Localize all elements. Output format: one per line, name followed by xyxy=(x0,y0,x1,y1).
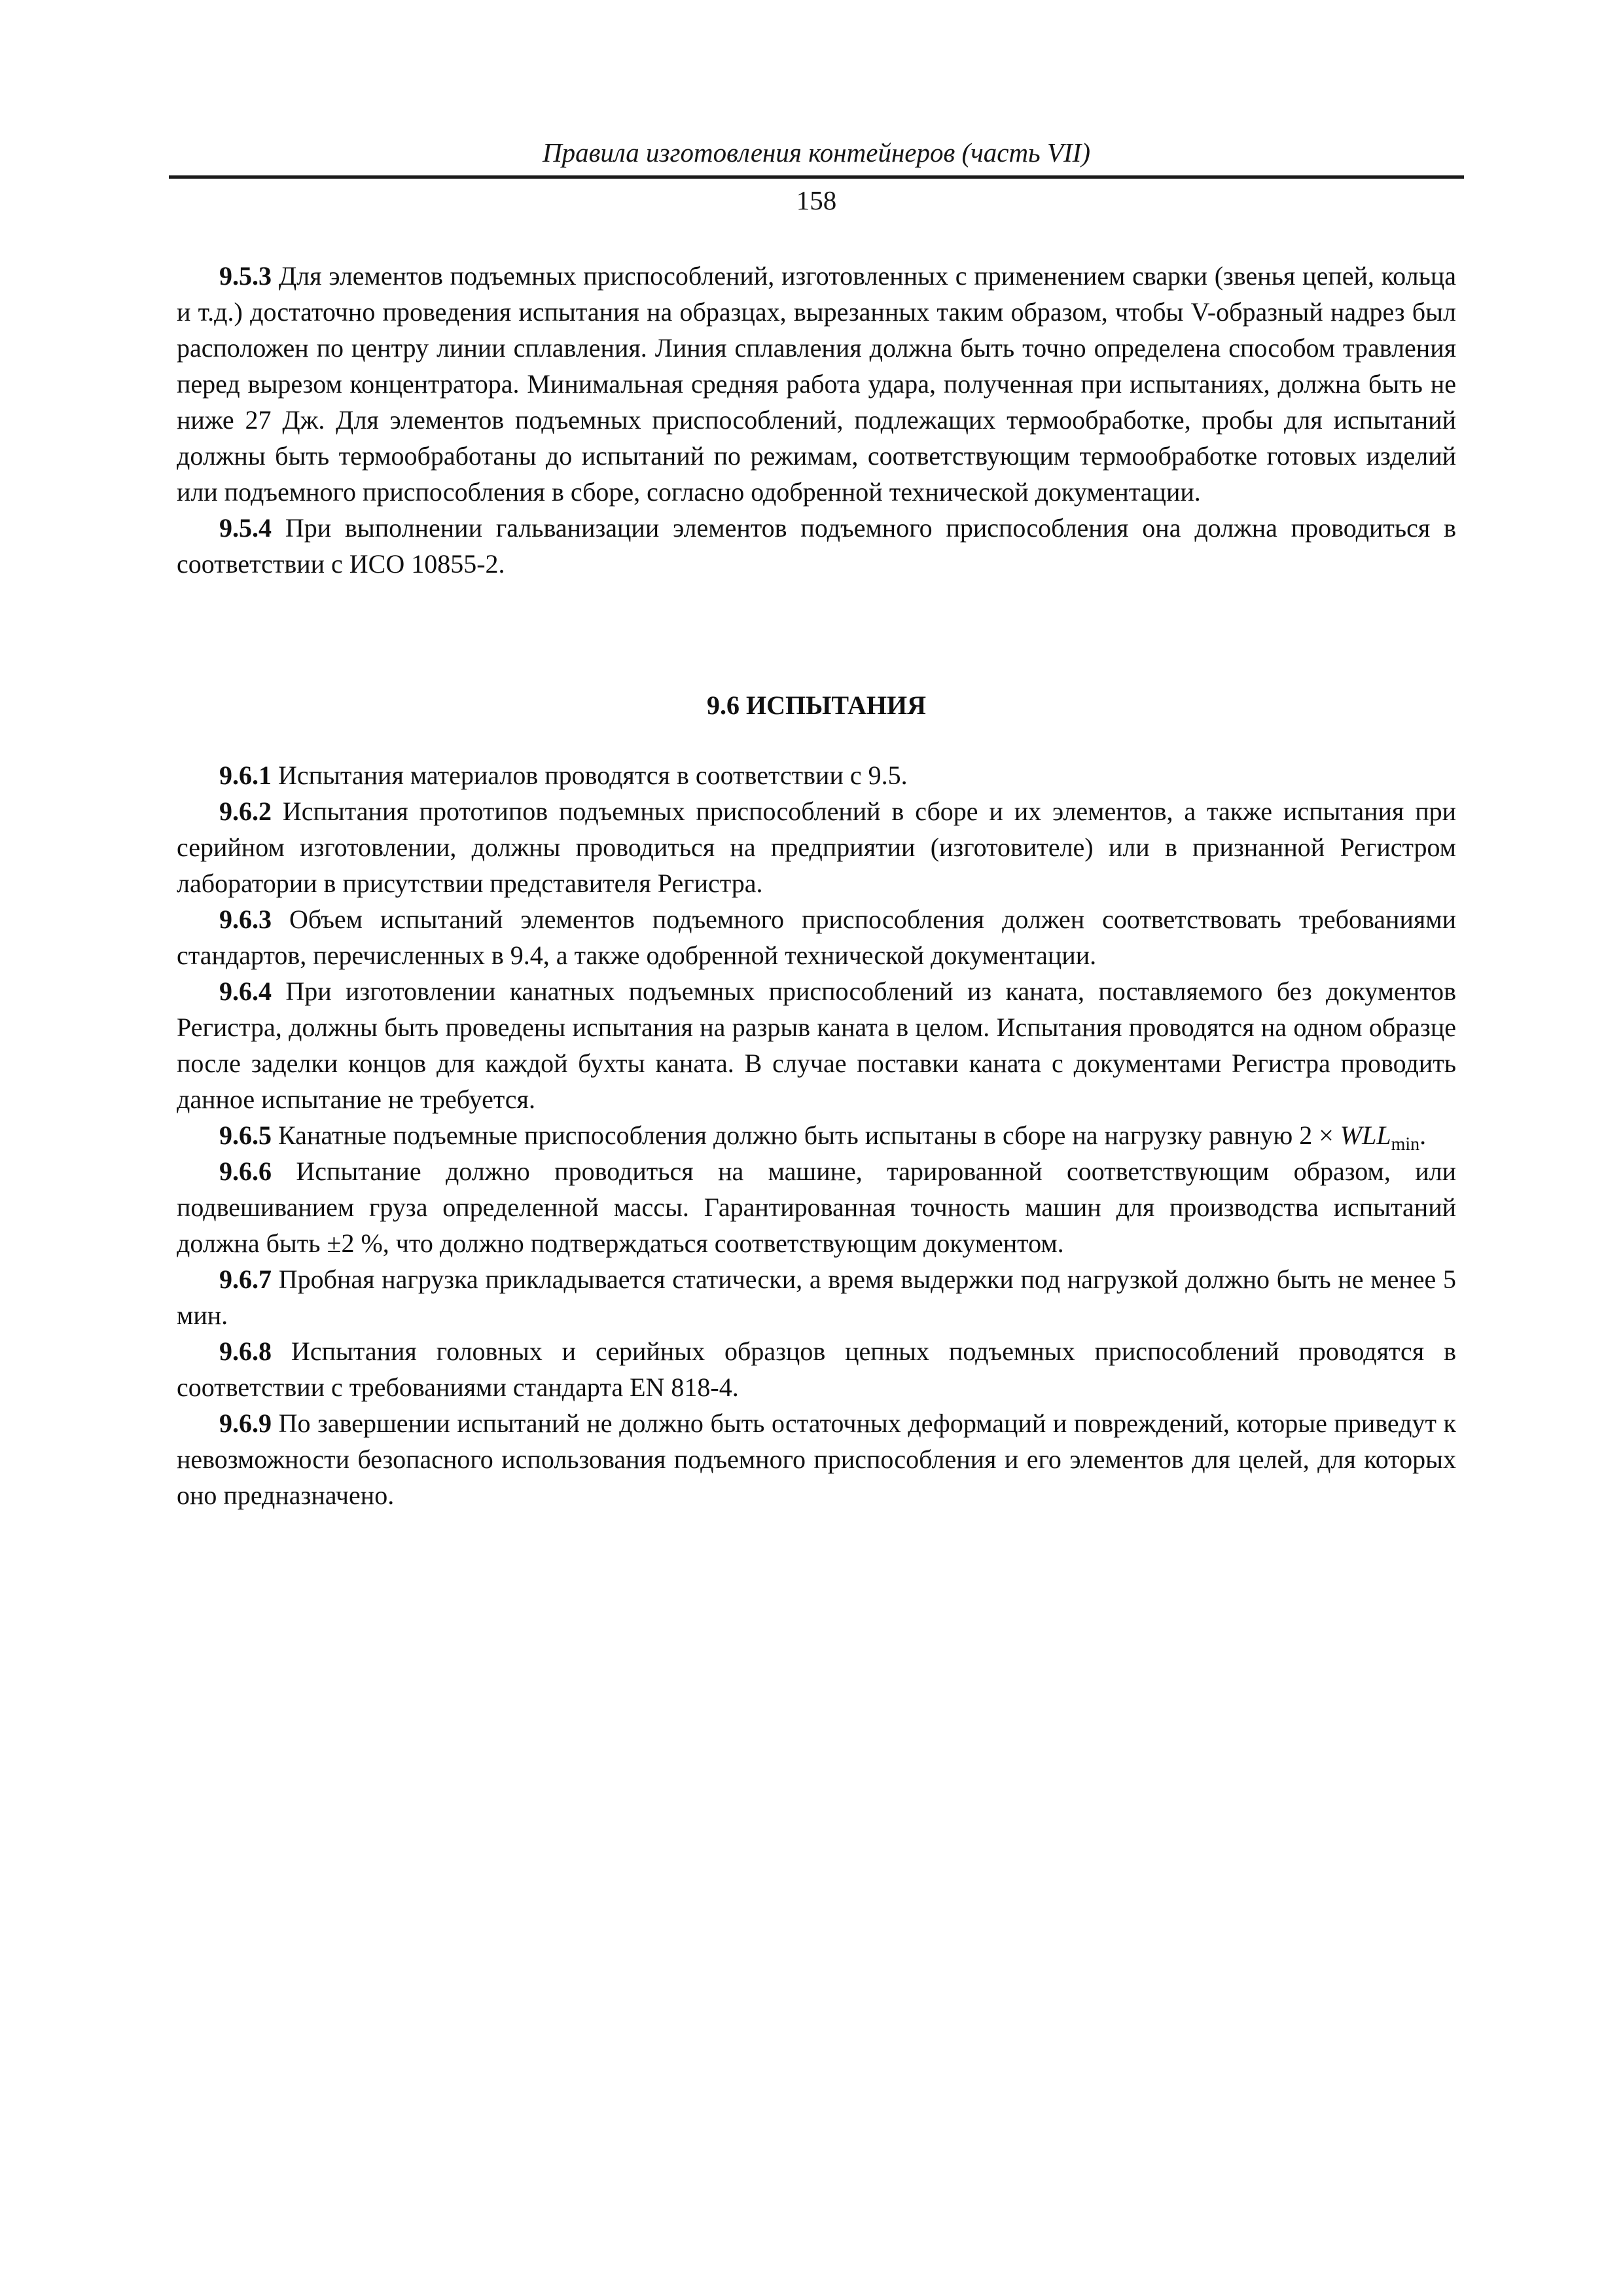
paragraph-number: 9.6.7 xyxy=(219,1265,272,1294)
page-number: 158 xyxy=(796,185,837,215)
paragraph-9-5-4 xyxy=(177,510,1456,582)
section-heading: 9.6 ИСПЫТАНИЯ xyxy=(706,691,927,720)
paragraph-text-end: . xyxy=(1419,1121,1427,1150)
paragraph-text: Пробная нагрузка прикладывается статически, а время выдержки под нагрузкой должно быть не менее 5 мин. xyxy=(177,1265,1456,1330)
paragraph-9-6-7 xyxy=(177,1261,1456,1333)
paragraph-number: 9.6.3 xyxy=(219,905,272,934)
paragraph-9-6-9 xyxy=(177,1405,1456,1513)
paragraph-text: Испытание должно проводиться на машине, тарированной соответствующим образом, или подвешиванием груза определенной массы. Гарантированная точность машин для производства испытаний должна быть ±2 %, что должно подтверждаться соответствующим документом. xyxy=(177,1157,1456,1258)
paragraphs-9-6 xyxy=(177,757,1456,1513)
paragraph-9-6-1 xyxy=(177,757,1456,793)
paragraph-9-6-5 xyxy=(177,1117,1456,1153)
paragraph-text: Канатные подъемные приспособления должно быть испытаны в сборе на нагрузку равную 2 × xyxy=(272,1121,1340,1150)
paragraph-text: По завершении испытаний не должно быть остаточных деформаций и повреждений, которые приведут к невозможности безопасного использования подъемного приспособления и его элементов для целей, для которых оно предназначено. xyxy=(177,1408,1456,1510)
paragraph-9-6-6 xyxy=(177,1153,1456,1261)
paragraph-9-6-8 xyxy=(177,1333,1456,1405)
paragraph-number: 9.6.1 xyxy=(219,761,272,790)
paragraphs-9-5 xyxy=(177,258,1456,582)
paragraph-9-6-3 xyxy=(177,901,1456,973)
header-divider xyxy=(169,175,1464,179)
paragraph-number: 9.6.6 xyxy=(219,1157,272,1186)
paragraph-number: 9.6.4 xyxy=(219,977,272,1006)
paragraph-text: При выполнении гальванизации элементов подъемного приспособления она должна проводиться в соответствии с ИСО 10855-2. xyxy=(177,513,1456,579)
paragraph-number: 9.6.8 xyxy=(219,1336,272,1366)
paragraph-number: 9.5.3 xyxy=(219,261,272,291)
paragraph-text: Испытания головных и серийных образцов цепных подъемных приспособлений проводятся в соответствии с требованиями стандарта EN 818-4. xyxy=(177,1336,1456,1402)
paragraph-text: Объем испытаний элементов подъемного приспособления должен соответствовать требованиями стандартов, перечисленных в 9.4, а также одобренной технической документации. xyxy=(177,905,1456,970)
formula-subscript: min xyxy=(1391,1134,1420,1155)
paragraph-9-6-2 xyxy=(177,793,1456,901)
formula-wll: WLL xyxy=(1340,1121,1391,1150)
paragraph-number: 9.6.9 xyxy=(219,1408,272,1438)
paragraph-number: 9.6.5 xyxy=(219,1121,272,1150)
paragraph-9-6-4 xyxy=(177,973,1456,1117)
paragraph-text: При изготовлении канатных подъемных приспособлений из каната, поставляемого без документов Регистра, должны быть проведены испытания на разрыв каната в целом. Испытания проводятся на одном образце после заделки концов для каждой бухты каната. В случае поставки каната с документами Регистра проводить данное испытание не требуется. xyxy=(177,977,1456,1114)
paragraph-text: Испытания прототипов подъемных приспособлений в сборе и их элементов, а также испытания при серийном изготовлении, должны проводиться на предприятии (изготовителе) или в признанной Регистром лаборатории в присутствии представителя Регистра. xyxy=(177,797,1456,898)
paragraph-9-5-3 xyxy=(177,258,1456,510)
paragraph-number: 9.5.4 xyxy=(219,513,272,543)
paragraph-number: 9.6.2 xyxy=(219,797,272,826)
running-header-title: Правила изготовления контейнеров (часть VII) xyxy=(543,137,1090,168)
paragraph-text: Испытания материалов проводятся в соответствии с 9.5. xyxy=(272,761,908,790)
paragraph-text: Для элементов подъемных приспособлений, изготовленных с применением сварки (звенья цепей, кольца и т.д.) достаточно проведения испытания на образцах, вырезанных таким образом, чтобы V-образный надрез был расположен по центру линии сплавления. Линия сплавления должна быть точно определена способом травления перед вырезом концентратора. Минимальная средняя работа удара, полученная при испытаниях, должна быть не ниже 27 Дж. Для элементов подъемных приспособлений, подлежащих термообработке, пробы для испытаний должны быть термообработаны до испытаний по режимам, соответствующим термообработке готовых изделий или подъемного приспособления в сборе, согласно одобренной технической документации. xyxy=(177,261,1456,507)
